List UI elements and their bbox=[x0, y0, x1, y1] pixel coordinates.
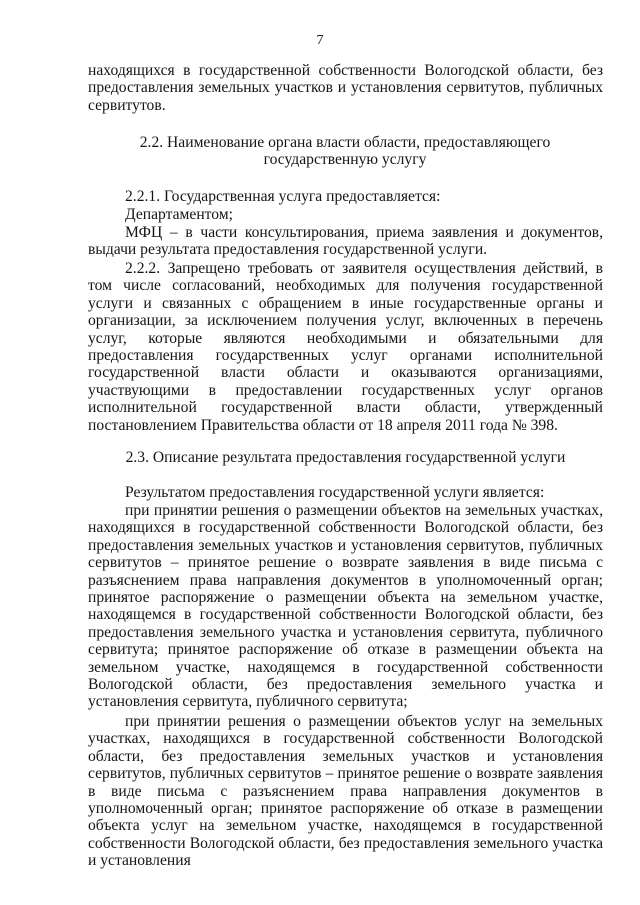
paragraph-2-2-2: 2.2.2. Запрещено требовать от заявителя осуществления действий, в том числе согласований, необходимых для получения государственной услуги и связанных с обращением в иные государственные органы и организации, за исключением получения услуг, включенных в перечень услуг, которые являются необходимыми и обязательными для предоставления государственных услуг органами исполнительной государственной власти области и оказываются организациями, участвующими в предоставлении государственных услуг органов исполнительной государственной власти области, утвержденный постановлением Правительства области от 18 апреля 2011 года № 398. bbox=[88, 260, 603, 434]
paragraph-2-2-1-c: МФЦ – в части консультирования, приема заявления и документов, выдачи результата предоставления государственной услуги. bbox=[88, 224, 603, 259]
paragraph-2-2-1-b: Департаментом; bbox=[125, 206, 233, 223]
section-heading-2-3: 2.3. Описание результата предоставления государственной услуги bbox=[125, 449, 566, 466]
page-number: 7 bbox=[316, 33, 324, 48]
paragraph-2-3-a: Результатом предоставления государственной услуги является: bbox=[125, 484, 545, 501]
paragraph-continuation: находящихся в государственной собственности Вологодской области, без предоставления земельных участков и установления сервитутов, публичных сервитутов. bbox=[88, 62, 603, 114]
section-heading-2-2: 2.2. Наименование органа власти области, предоставляющего государственную услугу bbox=[139, 134, 551, 169]
paragraph-2-2-1-a: 2.2.1. Государственная услуга предоставляется: bbox=[125, 188, 441, 205]
paragraph-2-3-c: при принятии решения о размещении объектов услуг на земельных участках, находящихся в государственной собственности Вологодской области, без предоставления земельных участков и установления сервитутов, публичных сервитутов – принятое решение о возврате заявления в виде письма с разъяснением права направления документов в уполномоченный орган; принятое распоряжение об отказе в размещении объекта услуг на земельном участке, находящемся в государственной собственности Вологодской области, без предоставления земельного участка и установления bbox=[88, 713, 603, 870]
paragraph-2-3-b: при принятии решения о размещении объектов на земельных участках, находящихся в государственной собственности Вологодской области, без предоставления земельных участков и установления сервитутов, публичных сервитутов – принятое решение о возврате заявления в виде письма с разъяснением права направления документов в уполномоченный орган; принятое распоряжение о размещении объекта на земельном участке, находящемся в государственной собственности Вологодской области, без предоставления земельного участка и установления сервитута, публичного сервитута; принятое распоряжение об отказе в размещении объекта на земельном участке, находящемся в государственной собственности Вологодской области, без предоставления земельного участка и установления сервитута, публичного сервитута; bbox=[88, 502, 603, 711]
